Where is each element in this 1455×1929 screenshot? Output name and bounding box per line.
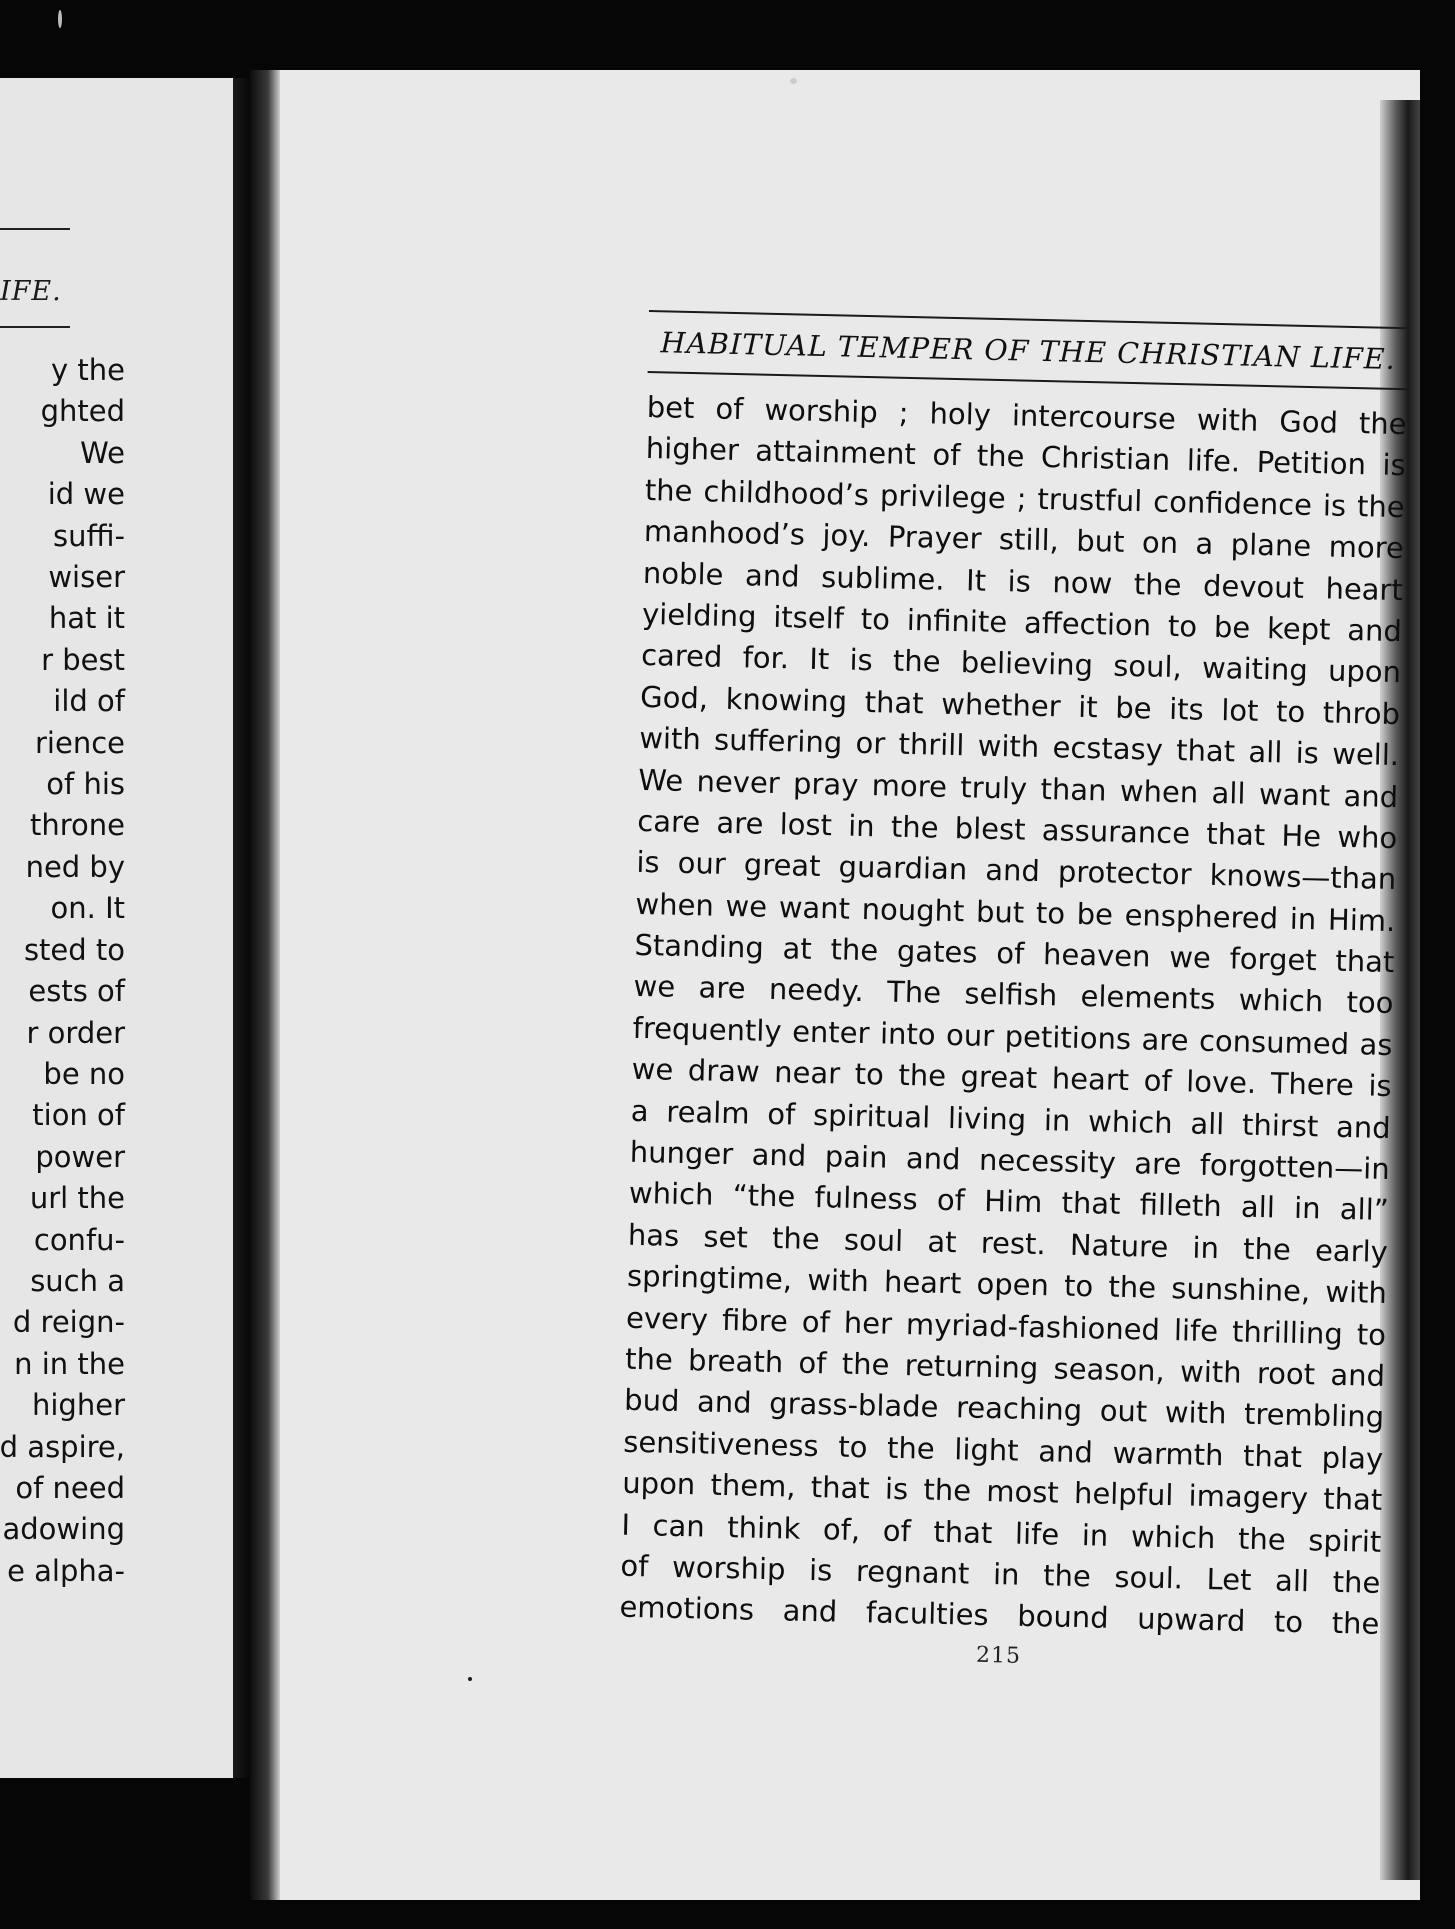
- left-text-line: url the: [29, 1181, 125, 1216]
- scan-speck: [58, 10, 62, 28]
- left-text-line: rience: [35, 725, 125, 760]
- left-text-line: of his: [46, 767, 125, 802]
- text-line: frequently enter into our petitions are consumed as: [632, 1010, 1393, 1062]
- text-line: I can think of, of that life in which the spirit: [621, 1507, 1382, 1559]
- text-line: a realm of spiritual living in which all thirst and: [630, 1093, 1392, 1145]
- left-text-line: ned by: [25, 849, 125, 884]
- page-text-block: [618, 310, 1408, 1677]
- left-text-line: id we: [47, 477, 125, 512]
- left-text-line: hat it: [48, 601, 125, 636]
- left-page: [0, 78, 233, 1778]
- text-line: the breath of the returning season, with root and: [624, 1341, 1386, 1393]
- left-text-line: ests of: [28, 974, 125, 1009]
- left-text-line: be no: [43, 1056, 125, 1091]
- book-spine-shadow: [250, 70, 280, 1900]
- left-text-line: on. It: [50, 891, 125, 926]
- text-line: God, knowing that whether it be its lot to throb: [639, 679, 1401, 731]
- text-line: Standing at the gates of heaven we forget that: [634, 927, 1395, 980]
- right-page: [250, 70, 1420, 1900]
- running-head: HABITUAL TEMPER OF THE CHRISTIAN LIFE.: [660, 326, 1397, 376]
- left-text-line: confu-: [33, 1222, 125, 1257]
- running-head-area: [648, 310, 1409, 390]
- text-line: bud and grass-blade reaching out with trembling: [623, 1383, 1385, 1435]
- left-text-line: y the: [51, 353, 125, 387]
- left-text-line: e alpha-: [7, 1553, 125, 1588]
- text-line: has set the soul at rest. Nature in the early: [627, 1217, 1389, 1269]
- text-line: We never pray more truly than when all want and: [637, 762, 1399, 814]
- left-text-line: power: [35, 1139, 125, 1174]
- text-line: with suffering or thrill with ecstasy that all is well.: [638, 721, 1400, 773]
- text-line: manhood’s joy. Prayer still, but on a plane more: [643, 514, 1405, 566]
- left-text-line: We: [80, 435, 125, 470]
- text-line: when we want nought but to be ensphered in Him.: [635, 886, 1396, 938]
- text-line: care are lost in the blest assurance that He who: [637, 803, 1398, 856]
- left-text-line: r best: [41, 642, 125, 677]
- left-text-line: wiser: [48, 560, 125, 595]
- left-page-text: [0, 350, 125, 1592]
- text-line: cared for. It is the believing soul, waiting upon: [640, 638, 1402, 690]
- text-line: which “the fulness of Him that filleth all in all”: [628, 1176, 1390, 1228]
- text-line: emotions and faculties bound upward to the: [619, 1589, 1380, 1642]
- text-line: sensitiveness to the light and warmth that play: [622, 1424, 1384, 1476]
- scan-speck: [468, 1677, 472, 1681]
- left-head-rule-top: [0, 228, 70, 230]
- left-text-line: r order: [26, 1015, 125, 1050]
- text-line: noble and sublime. It is now the devout heart: [642, 555, 1404, 607]
- text-line: of worship is regnant in the soul. Let all the: [620, 1548, 1381, 1600]
- left-text-line: throne: [29, 808, 125, 843]
- text-line: springtime, with heart open to the sunshine, with: [626, 1258, 1388, 1311]
- left-text-line: tion of: [32, 1098, 125, 1133]
- scan-speck: [790, 78, 797, 84]
- body-text: [619, 387, 1407, 1646]
- left-head-rule-bottom: [0, 326, 70, 328]
- text-line: every fibre of her myriad-fashioned life thrilling to: [625, 1300, 1387, 1352]
- text-line: is our great guardian and protector knows—than: [636, 845, 1397, 897]
- left-text-line: sted to: [23, 932, 125, 967]
- left-text-line: ghted: [40, 394, 125, 429]
- text-line: upon them, that is the most helpful imagery that: [621, 1465, 1383, 1518]
- page-number: 215: [975, 1642, 1022, 1669]
- text-line: the childhood’s privilege ; trustful confidence is the: [644, 472, 1406, 524]
- left-text-line: such a: [30, 1263, 125, 1298]
- left-text-line: n in the: [14, 1346, 125, 1381]
- text-line: higher attainment of the Christian life. Petition is: [645, 431, 1407, 483]
- text-line: bet of worship ; holy intercourse with God the: [646, 389, 1407, 442]
- left-text-line: adowing: [2, 1512, 125, 1547]
- text-line: we draw near to the great heart of love. There is: [631, 1052, 1392, 1104]
- text-line: we are needy. The selfish elements which too: [633, 969, 1394, 1021]
- left-text-line: d aspire,: [0, 1429, 125, 1464]
- left-text-line: higher: [32, 1388, 125, 1423]
- text-line: yielding itself to infinite affection to be kept and: [641, 596, 1403, 649]
- left-text-line: suffi-: [53, 518, 125, 553]
- left-text-line: of need: [15, 1470, 125, 1505]
- text-line: hunger and pain and necessity are forgotten—in: [629, 1134, 1391, 1187]
- left-running-head: IFE.: [0, 276, 62, 307]
- left-text-line: d reign-: [12, 1305, 125, 1340]
- left-text-line: ild of: [53, 684, 125, 719]
